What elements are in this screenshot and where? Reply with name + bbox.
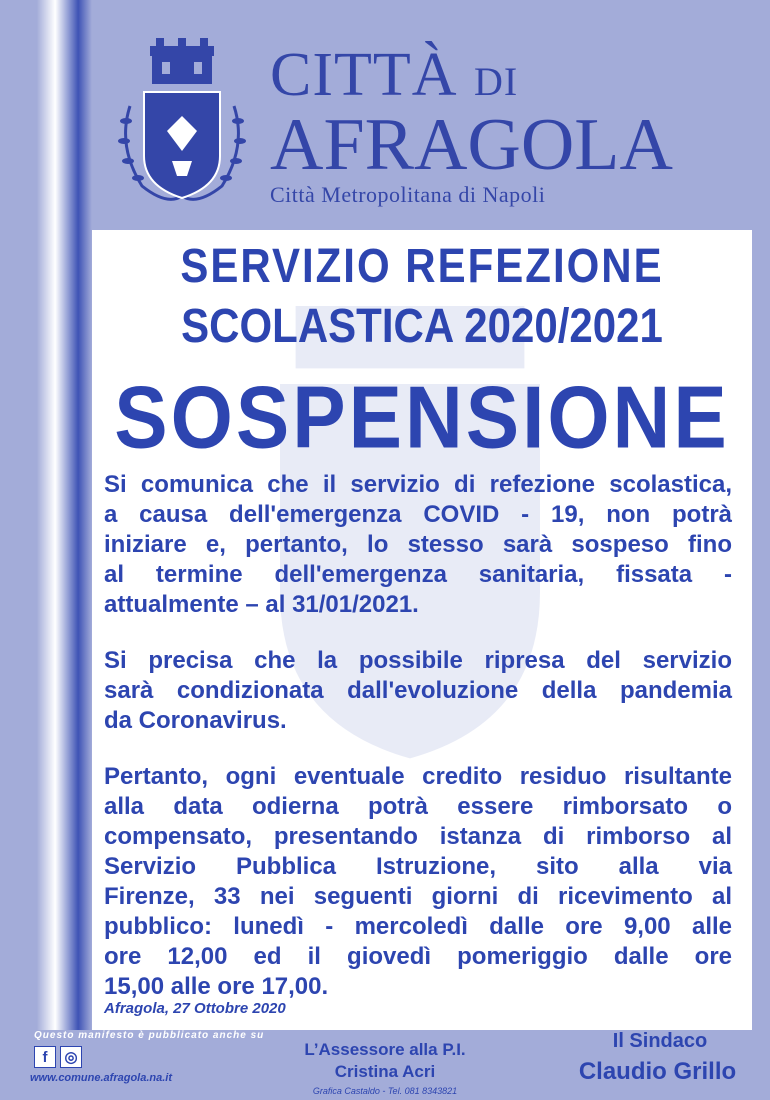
paragraph-line: ore 12,00 ed il giovedì pomeriggio dalle ore xyxy=(104,943,732,970)
paragraph-line: Servizio Pubblica Istruzione, sito alla via xyxy=(104,853,732,880)
paragraph-line: 15,00 alle ore 17,00. xyxy=(104,973,329,1000)
city-title-line: CITTÀ DI xyxy=(270,41,519,109)
sindaco-name: Claudio Grillo xyxy=(578,1058,737,1085)
notice-paragraph-1 xyxy=(104,470,732,620)
paragraph-line: attualmente – al 31/01/2021. xyxy=(104,591,419,618)
notice-title-line1: SERVIZIO REFEZIONE xyxy=(180,238,664,293)
paragraph-line: Si comunica che il servizio di refezione scolastica, xyxy=(104,471,732,498)
website-link[interactable]: www.comune.afragola.na.it xyxy=(30,1072,173,1084)
paragraph-line: iniziare e, pertanto, lo stesso sarà sospeso fino xyxy=(104,531,732,558)
paragraph-line: alla data odierna potrà essere rimborsato o xyxy=(104,793,732,820)
facebook-icon[interactable]: f xyxy=(34,1046,56,1068)
assessore-name: Cristina Acri xyxy=(334,1062,436,1081)
notice-paragraph-3 xyxy=(104,762,732,1002)
paragraph-line: Si precisa che la possibile ripresa del servizio xyxy=(104,647,732,674)
paragraph-line: compensato, presentando istanza di rimborso al xyxy=(104,823,732,850)
paragraph-line: Pertanto, ogni eventuale credito residuo risultante xyxy=(104,763,732,790)
instagram-icon[interactable]: ◎ xyxy=(60,1046,82,1068)
city-name: AFRAGOLA xyxy=(270,104,673,186)
notice-headline: SOSPENSIONE xyxy=(114,368,730,467)
decorative-left-band xyxy=(0,0,92,1100)
social-icons xyxy=(34,1046,82,1068)
assessore-title: L’Assessore alla P.I. xyxy=(304,1040,466,1059)
notice-paragraph-2 xyxy=(104,646,732,736)
notice-date: Afragola, 27 Ottobre 2020 xyxy=(104,1000,286,1017)
printer-credit: Grafica Castaldo - Tel. 081 8343821 xyxy=(312,1086,458,1096)
paragraph-line: da Coronavirus. xyxy=(104,707,287,734)
paragraph-line: sarà condizionata dall'evoluzione della pandemia xyxy=(104,677,732,704)
paragraph-line: pubblico: lunedì - mercoledì dalle ore 9,00 alle xyxy=(104,913,732,940)
city-subtitle: Città Metropolitana di Napoli xyxy=(270,182,546,207)
notice-title-line2: SCOLASTICA 2020/2021 xyxy=(181,298,663,353)
publication-note: Questo manifesto è pubblicato anche su xyxy=(34,1030,265,1041)
paragraph-line: a causa dell'emergenza COVID - 19, non potrà xyxy=(104,501,732,528)
paragraph-line: al termine dell'emergenza sanitaria, fissata - xyxy=(104,561,732,588)
city-crest-icon xyxy=(112,36,252,216)
paragraph-line: Firenze, 33 nei seguenti giorni di ricevimento al xyxy=(104,883,732,910)
sindaco-title: Il Sindaco xyxy=(612,1030,708,1052)
